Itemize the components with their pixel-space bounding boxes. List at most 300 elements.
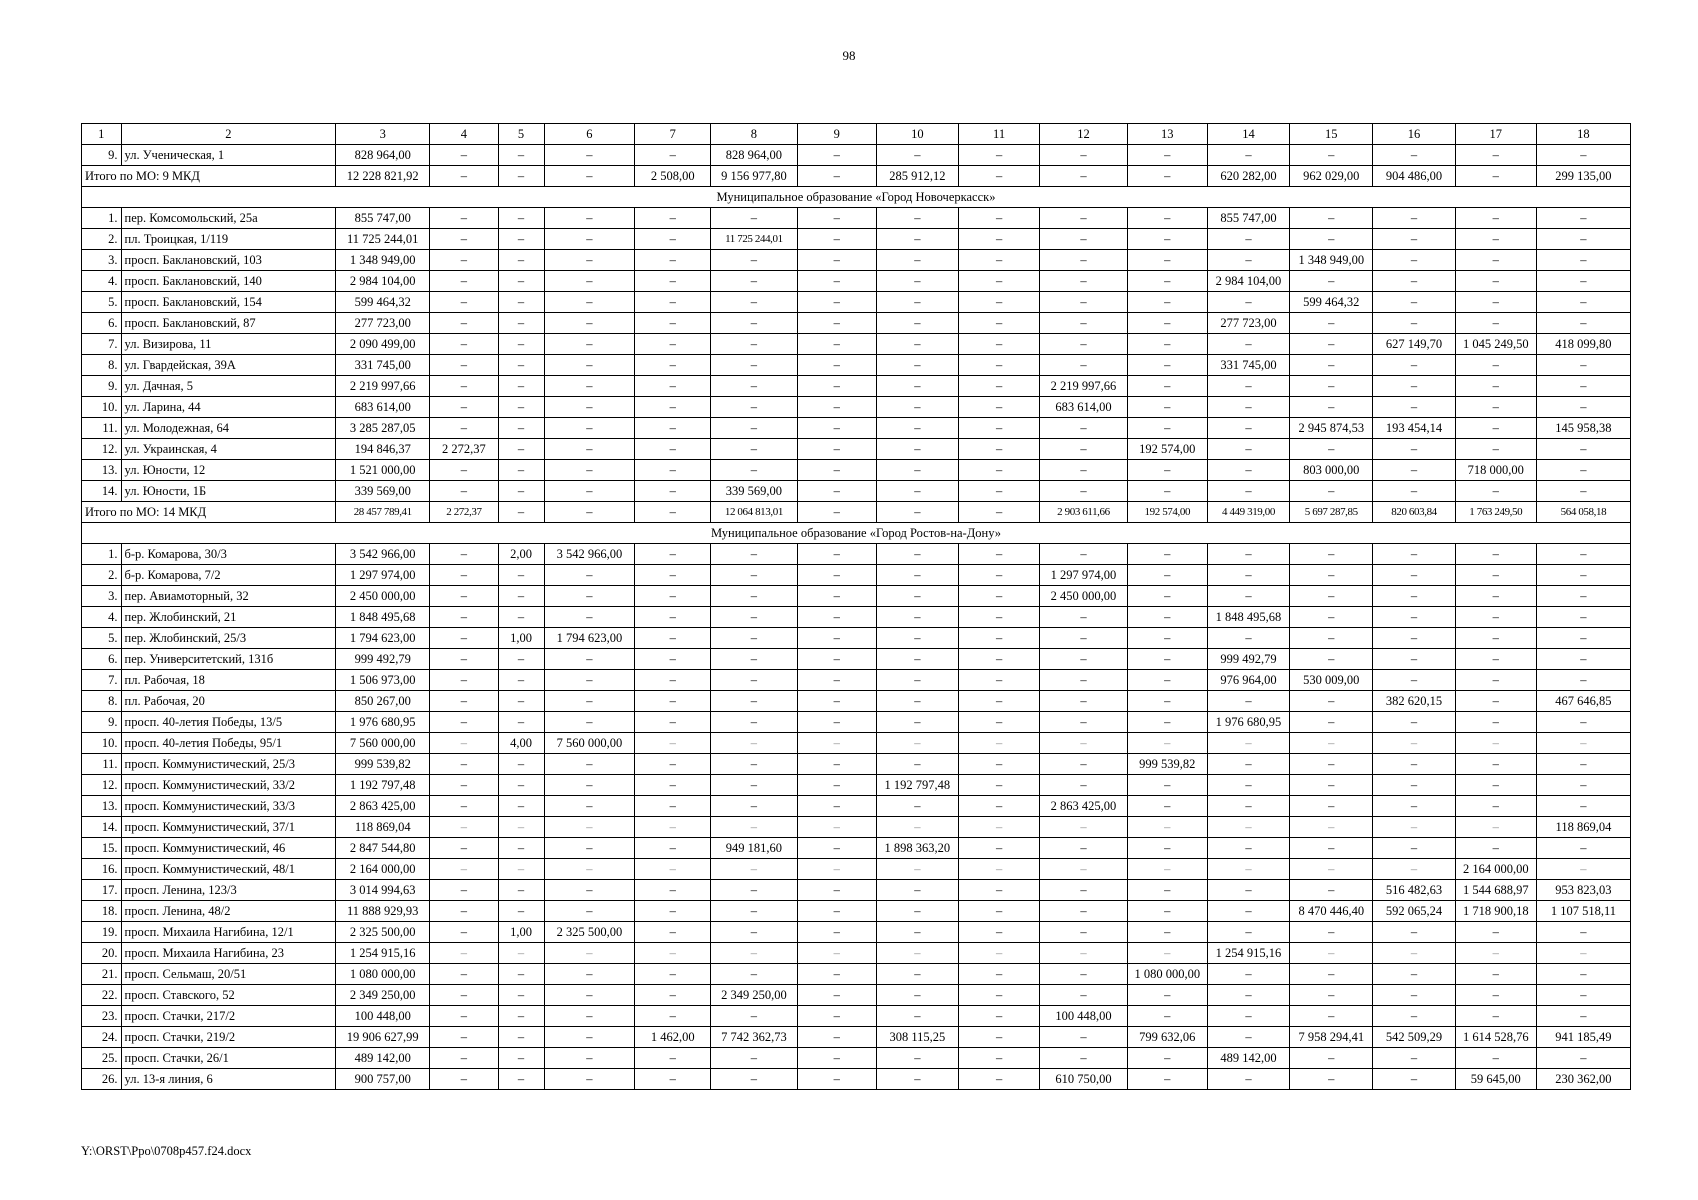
- value-cell: –: [876, 649, 958, 670]
- value-cell: –: [711, 754, 798, 775]
- value-cell: –: [430, 418, 498, 439]
- row-number: 17.: [82, 880, 122, 901]
- row-number: 12.: [82, 775, 122, 796]
- total-cost-cell: 1 348 949,00: [336, 250, 430, 271]
- value-cell: –: [544, 943, 635, 964]
- value-cell: –: [958, 649, 1039, 670]
- value-cell: –: [544, 292, 635, 313]
- value-cell: –: [544, 838, 635, 859]
- value-cell: –: [797, 1027, 876, 1048]
- column-number-row: [82, 124, 1631, 145]
- total-cost-cell: 999 539,82: [336, 754, 430, 775]
- table-row: [82, 145, 1631, 166]
- value-cell: –: [711, 922, 798, 943]
- value-cell: –: [1455, 544, 1536, 565]
- value-cell: –: [635, 838, 711, 859]
- row-number: 7.: [82, 334, 122, 355]
- value-cell: 59 645,00: [1455, 1069, 1536, 1090]
- address-cell: просп. Ленина, 123/3: [121, 880, 336, 901]
- value-cell: –: [1207, 691, 1289, 712]
- value-cell: –: [635, 943, 711, 964]
- value-cell: –: [1455, 397, 1536, 418]
- value-cell: –: [797, 145, 876, 166]
- value-cell: –: [430, 607, 498, 628]
- value-cell: –: [544, 502, 635, 523]
- value-cell: 599 464,32: [1290, 292, 1373, 313]
- value-cell: –: [430, 901, 498, 922]
- row-number: 3.: [82, 586, 122, 607]
- value-cell: –: [1455, 922, 1536, 943]
- value-cell: –: [1373, 733, 1455, 754]
- value-cell: –: [1373, 712, 1455, 733]
- value-cell: –: [498, 271, 544, 292]
- value-cell: –: [1536, 271, 1630, 292]
- total-cost-cell: 2 847 544,80: [336, 838, 430, 859]
- value-cell: –: [544, 1006, 635, 1027]
- value-cell: –: [1373, 544, 1455, 565]
- value-cell: –: [498, 607, 544, 628]
- value-cell: –: [1207, 838, 1289, 859]
- value-cell: –: [1455, 775, 1536, 796]
- column-number-cell: 18: [1536, 124, 1630, 145]
- value-cell: –: [544, 1069, 635, 1090]
- table-row: [82, 670, 1631, 691]
- value-cell: –: [1373, 670, 1455, 691]
- total-cost-cell: 1 192 797,48: [336, 775, 430, 796]
- value-cell: –: [797, 565, 876, 586]
- value-cell: –: [1290, 733, 1373, 754]
- value-cell: –: [797, 922, 876, 943]
- value-cell: –: [958, 355, 1039, 376]
- value-cell: –: [1536, 145, 1630, 166]
- value-cell: 1 976 680,95: [1207, 712, 1289, 733]
- value-cell: –: [635, 565, 711, 586]
- value-cell: –: [1040, 943, 1128, 964]
- table-row: [82, 397, 1631, 418]
- value-cell: –: [876, 145, 958, 166]
- value-cell: –: [797, 481, 876, 502]
- value-cell: –: [498, 796, 544, 817]
- value-cell: –: [1040, 145, 1128, 166]
- value-cell: –: [1455, 796, 1536, 817]
- value-cell: –: [544, 985, 635, 1006]
- value-cell: –: [958, 292, 1039, 313]
- value-cell: –: [1373, 586, 1455, 607]
- value-cell: –: [797, 1006, 876, 1027]
- value-cell: –: [1127, 166, 1207, 187]
- column-number-cell: 3: [336, 124, 430, 145]
- value-cell: –: [544, 334, 635, 355]
- column-number-cell: 8: [711, 124, 798, 145]
- value-cell: –: [544, 670, 635, 691]
- value-cell: –: [1207, 859, 1289, 880]
- value-cell: –: [498, 880, 544, 901]
- value-cell: –: [430, 292, 498, 313]
- value-cell: –: [544, 250, 635, 271]
- value-cell: –: [635, 208, 711, 229]
- value-cell: –: [876, 691, 958, 712]
- value-cell: –: [876, 355, 958, 376]
- value-cell: –: [1290, 943, 1373, 964]
- value-cell: –: [1207, 334, 1289, 355]
- total-cost-cell: 2 090 499,00: [336, 334, 430, 355]
- value-cell: –: [1373, 985, 1455, 1006]
- value-cell: –: [1127, 355, 1207, 376]
- row-number: 11.: [82, 418, 122, 439]
- total-cost-cell: 3 542 966,00: [336, 544, 430, 565]
- value-cell: –: [958, 334, 1039, 355]
- value-cell: 1 462,00: [635, 1027, 711, 1048]
- value-cell: –: [876, 712, 958, 733]
- value-cell: –: [1040, 313, 1128, 334]
- table-row: [82, 1048, 1631, 1069]
- value-cell: –: [958, 565, 1039, 586]
- value-cell: 193 454,14: [1373, 418, 1455, 439]
- footer-file-path: Y:\ORST\Ppo\0708p457.f24.docx: [81, 1144, 252, 1158]
- row-number: 23.: [82, 1006, 122, 1027]
- value-cell: –: [876, 313, 958, 334]
- value-cell: –: [498, 481, 544, 502]
- value-cell: –: [1207, 397, 1289, 418]
- address-cell: ул. Ученическая, 1: [121, 145, 336, 166]
- value-cell: 145 958,38: [1536, 418, 1630, 439]
- value-cell: –: [1040, 733, 1128, 754]
- table-row: [82, 691, 1631, 712]
- value-cell: –: [711, 292, 798, 313]
- value-cell: –: [1455, 439, 1536, 460]
- value-cell: –: [1373, 649, 1455, 670]
- value-cell: –: [958, 1027, 1039, 1048]
- value-cell: –: [498, 418, 544, 439]
- table-row: [82, 901, 1631, 922]
- address-cell: просп. Стачки, 219/2: [121, 1027, 336, 1048]
- value-cell: –: [1536, 565, 1630, 586]
- value-cell: –: [498, 334, 544, 355]
- value-cell: –: [711, 691, 798, 712]
- value-cell: –: [430, 691, 498, 712]
- value-cell: –: [1290, 313, 1373, 334]
- value-cell: 285 912,12: [876, 166, 958, 187]
- value-cell: –: [1040, 649, 1128, 670]
- value-cell: 820 603,84: [1373, 502, 1455, 523]
- value-cell: –: [1207, 229, 1289, 250]
- value-cell: –: [958, 1006, 1039, 1027]
- value-cell: –: [1455, 733, 1536, 754]
- value-cell: –: [958, 880, 1039, 901]
- total-cost-cell: 2 984 104,00: [336, 271, 430, 292]
- value-cell: 4,00: [498, 733, 544, 754]
- value-cell: –: [498, 439, 544, 460]
- total-cost-cell: 2 450 000,00: [336, 586, 430, 607]
- address-cell: просп. 40-летия Победы, 95/1: [121, 733, 336, 754]
- column-number-cell: 11: [958, 124, 1039, 145]
- value-cell: –: [711, 250, 798, 271]
- value-cell: –: [1290, 838, 1373, 859]
- total-cost-cell: 1 848 495,68: [336, 607, 430, 628]
- value-cell: 467 646,85: [1536, 691, 1630, 712]
- value-cell: –: [1207, 439, 1289, 460]
- section-header-row: [82, 523, 1631, 544]
- value-cell: –: [1040, 901, 1128, 922]
- value-cell: –: [544, 859, 635, 880]
- value-cell: –: [711, 775, 798, 796]
- value-cell: –: [876, 1006, 958, 1027]
- value-cell: –: [498, 817, 544, 838]
- value-cell: –: [1207, 796, 1289, 817]
- value-cell: –: [1040, 859, 1128, 880]
- value-cell: –: [1127, 544, 1207, 565]
- value-cell: –: [1455, 817, 1536, 838]
- total-cost-cell: 1 794 623,00: [336, 628, 430, 649]
- row-number: 10.: [82, 733, 122, 754]
- value-cell: 530 009,00: [1290, 670, 1373, 691]
- value-cell: –: [711, 355, 798, 376]
- value-cell: –: [1127, 334, 1207, 355]
- value-cell: –: [958, 586, 1039, 607]
- value-cell: –: [1373, 229, 1455, 250]
- value-cell: 2 219 997,66: [1040, 376, 1128, 397]
- value-cell: –: [711, 460, 798, 481]
- value-cell: –: [797, 166, 876, 187]
- table-row: [82, 649, 1631, 670]
- value-cell: –: [1127, 460, 1207, 481]
- total-cost-cell: 100 448,00: [336, 1006, 430, 1027]
- value-cell: –: [797, 292, 876, 313]
- value-cell: –: [1536, 313, 1630, 334]
- value-cell: –: [635, 460, 711, 481]
- address-cell: ул. Украинская, 4: [121, 439, 336, 460]
- value-cell: –: [711, 670, 798, 691]
- value-cell: –: [1040, 355, 1128, 376]
- value-cell: 331 745,00: [1207, 355, 1289, 376]
- address-cell: просп. Сельмаш, 20/51: [121, 964, 336, 985]
- value-cell: –: [430, 712, 498, 733]
- row-number: 15.: [82, 838, 122, 859]
- value-cell: –: [1536, 250, 1630, 271]
- value-cell: –: [1127, 607, 1207, 628]
- value-cell: –: [1455, 670, 1536, 691]
- table-row: [82, 208, 1631, 229]
- value-cell: –: [1040, 628, 1128, 649]
- value-cell: –: [797, 271, 876, 292]
- value-cell: –: [958, 1048, 1039, 1069]
- value-cell: –: [797, 859, 876, 880]
- value-cell: 2 272,37: [430, 502, 498, 523]
- value-cell: –: [958, 502, 1039, 523]
- value-cell: –: [430, 481, 498, 502]
- value-cell: –: [711, 943, 798, 964]
- section-title: Муниципальное образование «Город Новочеркасск»: [82, 187, 1631, 208]
- value-cell: –: [1373, 1006, 1455, 1027]
- value-cell: 2 349 250,00: [711, 985, 798, 1006]
- total-cost-cell: 900 757,00: [336, 1069, 430, 1090]
- value-cell: –: [1536, 859, 1630, 880]
- value-cell: –: [711, 271, 798, 292]
- value-cell: –: [498, 964, 544, 985]
- total-cost-cell: 683 614,00: [336, 397, 430, 418]
- value-cell: –: [1207, 754, 1289, 775]
- value-cell: –: [635, 607, 711, 628]
- value-cell: –: [498, 754, 544, 775]
- value-cell: –: [1536, 733, 1630, 754]
- value-cell: –: [797, 439, 876, 460]
- value-cell: 976 964,00: [1207, 670, 1289, 691]
- value-cell: –: [1536, 712, 1630, 733]
- address-cell: пл. Троицкая, 1/119: [121, 229, 336, 250]
- value-cell: –: [635, 775, 711, 796]
- value-cell: –: [1127, 145, 1207, 166]
- value-cell: 1 297 974,00: [1040, 565, 1128, 586]
- table-row: [82, 880, 1631, 901]
- value-cell: –: [797, 313, 876, 334]
- value-cell: –: [1290, 439, 1373, 460]
- table-row: [82, 250, 1631, 271]
- total-cost-cell: 277 723,00: [336, 313, 430, 334]
- value-cell: –: [544, 229, 635, 250]
- value-cell: –: [1127, 208, 1207, 229]
- value-cell: –: [635, 544, 711, 565]
- value-cell: –: [1040, 271, 1128, 292]
- value-cell: –: [1373, 922, 1455, 943]
- table-row: [82, 733, 1631, 754]
- value-cell: –: [430, 460, 498, 481]
- value-cell: –: [1455, 271, 1536, 292]
- value-cell: –: [1455, 145, 1536, 166]
- total-cost-cell: 999 492,79: [336, 649, 430, 670]
- value-cell: –: [1207, 544, 1289, 565]
- value-cell: –: [1040, 1048, 1128, 1069]
- row-number: 16.: [82, 859, 122, 880]
- value-cell: –: [1373, 817, 1455, 838]
- value-cell: 718 000,00: [1455, 460, 1536, 481]
- value-cell: –: [876, 670, 958, 691]
- value-cell: –: [1290, 208, 1373, 229]
- value-cell: –: [1127, 1048, 1207, 1069]
- value-cell: –: [1290, 271, 1373, 292]
- value-cell: –: [544, 397, 635, 418]
- value-cell: 1 614 528,76: [1455, 1027, 1536, 1048]
- value-cell: –: [797, 733, 876, 754]
- address-cell: ул. Гвардейская, 39А: [121, 355, 336, 376]
- value-cell: –: [430, 985, 498, 1006]
- value-cell: –: [498, 691, 544, 712]
- value-cell: 2 984 104,00: [1207, 271, 1289, 292]
- value-cell: –: [958, 796, 1039, 817]
- value-cell: –: [797, 775, 876, 796]
- value-cell: –: [958, 145, 1039, 166]
- value-cell: 2 325 500,00: [544, 922, 635, 943]
- value-cell: 339 569,00: [711, 481, 798, 502]
- value-cell: –: [1127, 649, 1207, 670]
- value-cell: –: [498, 460, 544, 481]
- value-cell: –: [1373, 460, 1455, 481]
- value-cell: –: [635, 334, 711, 355]
- value-cell: –: [1455, 313, 1536, 334]
- value-cell: –: [1373, 439, 1455, 460]
- total-cost-cell: 489 142,00: [336, 1048, 430, 1069]
- value-cell: –: [876, 376, 958, 397]
- value-cell: –: [635, 733, 711, 754]
- value-cell: –: [544, 439, 635, 460]
- value-cell: 2 450 000,00: [1040, 586, 1128, 607]
- value-cell: –: [1455, 964, 1536, 985]
- total-cost-cell: 1 506 973,00: [336, 670, 430, 691]
- value-cell: –: [635, 502, 711, 523]
- value-cell: –: [958, 166, 1039, 187]
- value-cell: 7 742 362,73: [711, 1027, 798, 1048]
- table-row: [82, 376, 1631, 397]
- value-cell: –: [958, 397, 1039, 418]
- value-cell: –: [430, 775, 498, 796]
- address-cell: пл. Рабочая, 20: [121, 691, 336, 712]
- value-cell: –: [1127, 880, 1207, 901]
- value-cell: –: [635, 229, 711, 250]
- value-cell: –: [711, 796, 798, 817]
- value-cell: –: [498, 670, 544, 691]
- value-cell: –: [1127, 838, 1207, 859]
- value-cell: –: [635, 859, 711, 880]
- value-cell: –: [1373, 355, 1455, 376]
- value-cell: –: [1127, 418, 1207, 439]
- value-cell: –: [1207, 775, 1289, 796]
- table-row: [82, 775, 1631, 796]
- address-cell: ул. Юности, 1Б: [121, 481, 336, 502]
- row-number: 6.: [82, 649, 122, 670]
- value-cell: –: [797, 901, 876, 922]
- table-row: [82, 1006, 1631, 1027]
- value-cell: –: [711, 334, 798, 355]
- value-cell: –: [430, 334, 498, 355]
- value-cell: –: [1127, 1006, 1207, 1027]
- value-cell: –: [958, 922, 1039, 943]
- value-cell: –: [876, 334, 958, 355]
- value-cell: –: [1290, 859, 1373, 880]
- value-cell: –: [498, 145, 544, 166]
- value-cell: –: [797, 1069, 876, 1090]
- value-cell: –: [876, 481, 958, 502]
- value-cell: –: [1207, 376, 1289, 397]
- address-cell: просп. Коммунистический, 37/1: [121, 817, 336, 838]
- value-cell: –: [544, 796, 635, 817]
- value-cell: –: [1290, 376, 1373, 397]
- value-cell: –: [430, 817, 498, 838]
- table-row: [82, 607, 1631, 628]
- address-cell: б-р. Комарова, 30/3: [121, 544, 336, 565]
- value-cell: –: [498, 1069, 544, 1090]
- value-cell: –: [544, 691, 635, 712]
- value-cell: –: [1040, 544, 1128, 565]
- value-cell: –: [958, 733, 1039, 754]
- value-cell: –: [544, 208, 635, 229]
- total-cost-cell: 2 325 500,00: [336, 922, 430, 943]
- value-cell: –: [797, 649, 876, 670]
- value-cell: 999 492,79: [1207, 649, 1289, 670]
- value-cell: –: [430, 397, 498, 418]
- value-cell: –: [1127, 943, 1207, 964]
- table-row: [82, 229, 1631, 250]
- row-number: 25.: [82, 1048, 122, 1069]
- value-cell: –: [1290, 1069, 1373, 1090]
- value-cell: –: [1455, 1048, 1536, 1069]
- value-cell: –: [876, 901, 958, 922]
- value-cell: –: [711, 964, 798, 985]
- value-cell: –: [711, 397, 798, 418]
- value-cell: –: [1373, 964, 1455, 985]
- value-cell: 100 448,00: [1040, 1006, 1128, 1027]
- value-cell: 1,00: [498, 922, 544, 943]
- row-number: 22.: [82, 985, 122, 1006]
- value-cell: –: [958, 607, 1039, 628]
